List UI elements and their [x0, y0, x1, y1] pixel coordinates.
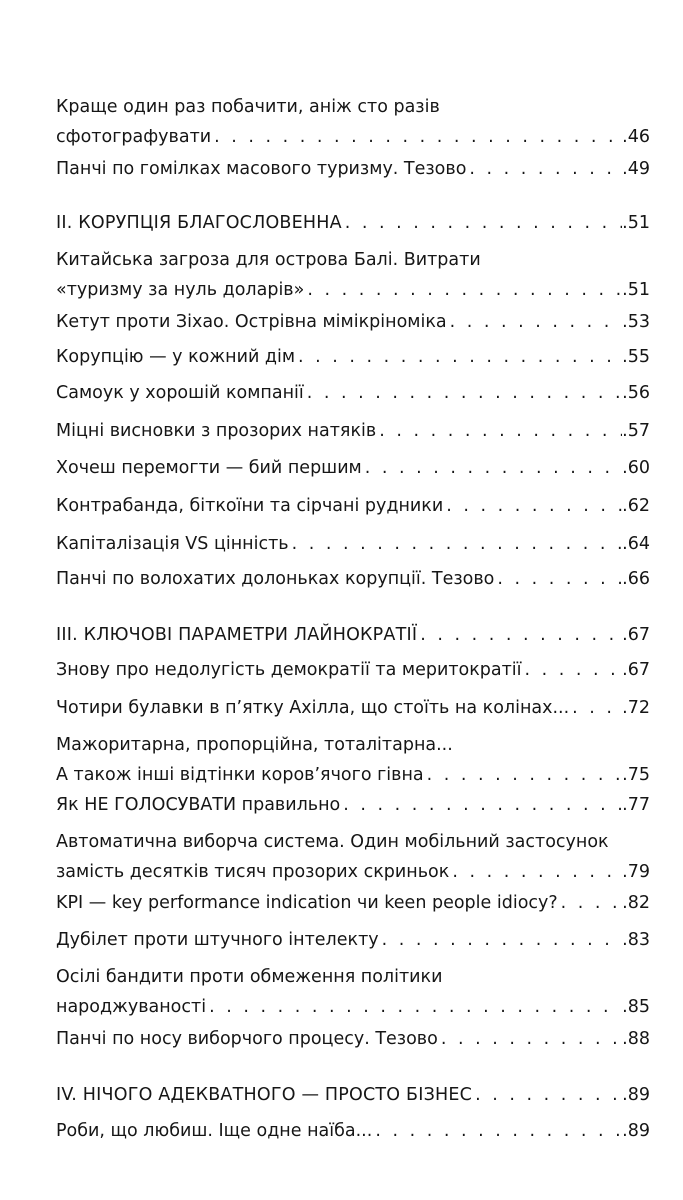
toc-entry-title: Кетут проти Зіхао. Острівна мімікріноміка — [56, 312, 447, 332]
toc-page-number: .88 — [622, 1029, 650, 1049]
dot-leader — [342, 208, 622, 238]
toc-entry-title: Контрабанда, біткоїни та сірчані рудники — [56, 496, 444, 516]
toc-page-number: .66 — [622, 569, 650, 589]
toc-entry-title: Як НЕ ГОЛОСУВАТИ правильно — [56, 795, 341, 815]
toc-entry-line — [56, 827, 650, 857]
toc-entry-line — [56, 1116, 650, 1146]
toc-entry-title: Хочеш перемогти — бий першим — [56, 458, 362, 478]
dot-leader — [295, 342, 622, 372]
toc-page-number: .64 — [622, 534, 650, 554]
toc-entry-line — [56, 962, 650, 992]
toc-page-number: .51 — [622, 213, 650, 233]
toc-entry — [56, 693, 650, 723]
toc-entry-title: KPI — key performance indication чи keen people idiocy? — [56, 893, 558, 913]
toc-entry — [56, 453, 650, 483]
toc-entry — [56, 655, 650, 685]
toc-entry — [56, 888, 650, 918]
toc-page-number: .89 — [622, 1085, 650, 1105]
toc-entry — [56, 342, 650, 372]
toc-entry-title: «туризму за нуль доларів» — [56, 280, 305, 300]
toc-entry-title: Самоук у хорошій компанії — [56, 383, 304, 403]
dot-leader — [443, 491, 622, 521]
toc-entry-line — [56, 275, 650, 305]
toc-page-number: .46 — [622, 127, 650, 147]
dot-leader — [522, 655, 623, 685]
toc-entry-line — [56, 564, 650, 594]
toc-entry — [56, 790, 650, 820]
toc-entry-title: Краще один раз побачити, аніж сто разів — [56, 97, 440, 117]
dot-leader — [466, 154, 622, 184]
toc-entry-title: сфотографувати — [56, 127, 212, 147]
toc-entry-line — [56, 925, 650, 955]
toc-entry — [56, 378, 650, 408]
toc-page-number: .77 — [622, 795, 650, 815]
toc-entry-title: Чотири булавки в п’ятку Ахілла, що стоїть на колінах... — [56, 698, 570, 718]
dot-leader — [449, 857, 622, 887]
toc-entry-title: Панчі по носу виборчого процесу. Тезово — [56, 1029, 438, 1049]
toc-entry — [56, 416, 650, 446]
toc-entry-title: замість десятків тисяч прозорих скриньок — [56, 862, 450, 882]
toc-entry-line — [56, 888, 650, 918]
toc-section-heading — [56, 1080, 650, 1110]
toc-entry-line — [56, 92, 650, 122]
dot-leader — [289, 529, 623, 559]
dot-leader — [206, 992, 622, 1022]
dot-leader — [472, 1080, 622, 1110]
toc-entry-title: Панчі по волохатих долоньках корупції. Тезово — [56, 569, 495, 589]
toc-entry-line — [56, 1080, 650, 1110]
toc-page-number: .56 — [622, 383, 650, 403]
dot-leader — [494, 564, 622, 594]
toc-page-number: .62 — [622, 496, 650, 516]
toc-page-number: .67 — [622, 625, 650, 645]
toc-entry — [56, 827, 650, 887]
toc-page-number: .51 — [622, 280, 650, 300]
toc-page-number: .85 — [622, 997, 650, 1017]
toc-page-number: .83 — [622, 930, 650, 950]
toc-entry — [56, 1116, 650, 1146]
toc-page-number: .53 — [622, 312, 650, 332]
dot-leader — [417, 620, 622, 650]
toc-page-number: .82 — [622, 893, 650, 913]
toc-entry-title: народжуваності — [56, 997, 207, 1017]
toc-entry-line — [56, 491, 650, 521]
toc-entry — [56, 307, 650, 337]
toc-entry-title: Китайська загроза для острова Балі. Витрати — [56, 250, 481, 270]
toc-entry-title: IV. НІЧОГО АДЕКВАТНОГО — ПРОСТО БІЗНЕС — [56, 1085, 473, 1105]
toc-entry-line — [56, 453, 650, 483]
toc-entry — [56, 154, 650, 184]
toc-entry-title: Автоматична виборча система. Один мобільний застосунок — [56, 832, 609, 852]
toc-entry-title: ІІІ. КЛЮЧОВІ ПАРАМЕТРИ ЛАЙНОКРАТІЇ — [56, 625, 418, 645]
dot-leader — [424, 760, 623, 790]
toc-page-number: .89 — [622, 1121, 650, 1141]
toc-entry-line — [56, 307, 650, 337]
toc-entry-title: Капіталізація VS цінність — [56, 534, 289, 554]
toc-page-number: .72 — [622, 698, 650, 718]
toc-entry-line — [56, 378, 650, 408]
toc-entry-title: Знову про недолугість демократії та меритократії — [56, 660, 522, 680]
toc-page-number: .75 — [622, 765, 650, 785]
toc-entry — [56, 962, 650, 1022]
toc-entry-title: Мажоритарна, пропорційна, тоталітарна... — [56, 735, 453, 755]
toc-entry-title: Роби, що любиш. Іще одне наїба... — [56, 1121, 373, 1141]
toc-entry — [56, 730, 650, 790]
dot-leader — [558, 888, 622, 918]
toc-entry-title: Осілі бандити проти обмеження політики — [56, 967, 443, 987]
dot-leader — [362, 453, 622, 483]
toc-entry-title: А також інші відтінки коров’ячого гівна — [56, 765, 424, 785]
toc-entry-line — [56, 154, 650, 184]
toc-page-number: .55 — [622, 347, 650, 367]
toc-entry — [56, 1024, 650, 1054]
toc-entry-line — [56, 245, 650, 275]
toc-entry-line — [56, 416, 650, 446]
toc-entry — [56, 92, 650, 152]
toc-entry-title: Міцні висновки з прозорих натяків — [56, 421, 377, 441]
toc-entry-line — [56, 760, 650, 790]
toc-entry — [56, 491, 650, 521]
toc-entry-line — [56, 620, 650, 650]
toc-entry-line — [56, 857, 650, 887]
toc-entry — [56, 529, 650, 559]
dot-leader — [447, 307, 622, 337]
toc-entry-line — [56, 655, 650, 685]
toc-page-number: .57 — [622, 421, 650, 441]
toc-entry-title: Панчі по гомілках масового туризму. Тезово — [56, 159, 467, 179]
dot-leader — [569, 693, 622, 723]
toc-page-number: .49 — [622, 159, 650, 179]
dot-leader — [211, 122, 622, 152]
toc-entry — [56, 245, 650, 305]
toc-entry-line — [56, 1024, 650, 1054]
toc-page-number: .67 — [622, 660, 650, 680]
toc-entry-title: ІІ. КОРУПЦІЯ БЛАГОСЛОВЕННА — [56, 213, 342, 233]
toc-entry-line — [56, 122, 650, 152]
toc-entry-line — [56, 790, 650, 820]
dot-leader — [379, 925, 623, 955]
toc-entry-line — [56, 730, 650, 760]
dot-leader — [438, 1024, 622, 1054]
toc-entry — [56, 564, 650, 594]
dot-leader — [372, 1116, 622, 1146]
toc-section-heading — [56, 208, 650, 238]
toc-entry-line — [56, 342, 650, 372]
dot-leader — [340, 790, 622, 820]
toc-entry-title: Корупцію — у кожний дім — [56, 347, 296, 367]
toc-page-number: .79 — [622, 862, 650, 882]
toc-entry-line — [56, 992, 650, 1022]
dot-leader — [376, 416, 622, 446]
toc-section-heading — [56, 620, 650, 650]
toc-entry-line — [56, 208, 650, 238]
toc-page-number: .60 — [622, 458, 650, 478]
toc-entry-line — [56, 693, 650, 723]
toc-entry — [56, 925, 650, 955]
toc-entry-title: Дубілет проти штучного інтелекту — [56, 930, 379, 950]
dot-leader — [304, 275, 622, 305]
dot-leader — [304, 378, 622, 408]
toc-entry-line — [56, 529, 650, 559]
